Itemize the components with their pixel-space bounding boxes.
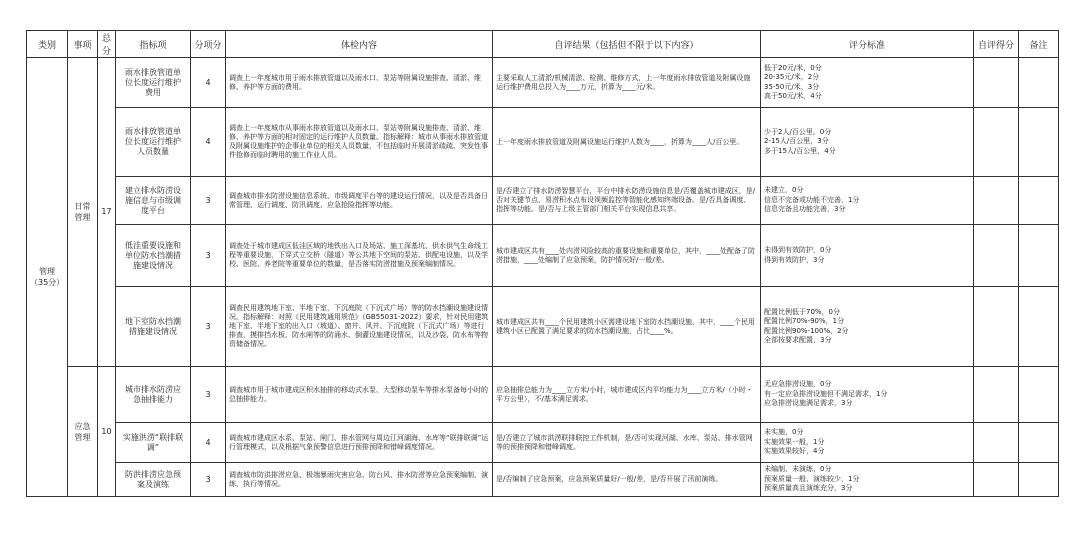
standard-cell <box>761 58 974 108</box>
standard-line: 未实施，0分 <box>764 428 804 437</box>
header-item: 事项 <box>68 31 98 58</box>
group-emergency-cell <box>68 367 98 497</box>
evaluation-table-container <box>26 30 1058 497</box>
group-name-top: 日常 <box>74 202 91 211</box>
sub-score-cell: 3 <box>191 225 226 287</box>
table-row <box>27 58 1059 108</box>
remarks-input[interactable] <box>1019 108 1059 177</box>
remarks-input[interactable] <box>1019 463 1059 497</box>
standard-line: 有一定应急排涝设施但不满足需求，1分 <box>764 389 888 398</box>
table-row <box>27 108 1059 177</box>
indicator-cell: 雨水排放管道单位长度运行维护人员数量 <box>116 108 191 177</box>
group-name-top: 应急 <box>74 421 91 431</box>
sub-score-cell: 3 <box>191 177 226 225</box>
self-score-input[interactable] <box>974 177 1019 225</box>
self-eval-cell: 上一年度雨水排放管道及附属设施运行维护人数为____，折算为____人/百公里。 <box>493 108 761 177</box>
table-row <box>27 463 1059 497</box>
standard-line: 预案质量高且演练充分，3分 <box>764 484 853 493</box>
header-scoring-standard: 评分标准 <box>761 31 974 58</box>
standard-line: 信息不完备或功能不完善，1分 <box>764 195 860 204</box>
header-category: 类别 <box>27 31 68 58</box>
check-content-cell: 调查民用建筑地下室、半地下室，下沉庭院（下沉式广场）等的防水挡潮设施建设情况。指标解释：对照《民用建筑通用规范》（GB55031-2022）要求，针对民用建筑地下室、半地下室的出入口（坡道）、窗井、风井、下沉庭院（下沉式广场）等进行排查，摸排挡水板、防水闸等的防涌水、倒灌设施建设情况，以及沙袋、防水布等物资储备情况。 <box>226 287 493 367</box>
table-row <box>27 177 1059 225</box>
standard-cell <box>761 423 974 463</box>
remarks-input[interactable] <box>1019 225 1059 287</box>
indicator-cell: 低洼重要设施和单位防水挡潮措施建设情况 <box>116 225 191 287</box>
standard-line: 得到有效防护，3分 <box>764 255 825 264</box>
header-total-score: 总分 <box>98 31 116 58</box>
standard-line: 配置比例低于70%，0分 <box>764 307 841 316</box>
standard-line: 未得到有效防护，0分 <box>764 246 832 254</box>
indicator-cell: 地下室防水挡潮措施建设情况 <box>116 287 191 367</box>
standard-line: 应急排涝设施满足需求，3分 <box>764 399 853 408</box>
standard-cell <box>761 287 974 367</box>
standard-cell <box>761 177 974 225</box>
check-content-cell: 调查城市防洪排涝应急、极端暴雨灾害应急、防台风、排水防涝等应急预案编制、演练、执行等情况。 <box>226 463 493 497</box>
header-remarks: 备注 <box>1019 31 1059 58</box>
check-content-cell: 调查城市建成区水系、泵站、闸门、排水管网与周边江河湖海、水库等“联排联调”运行管理模式，以及根据气象预警信息进行预排预降和错峰调度情况。 <box>226 423 493 463</box>
remarks-input[interactable] <box>1019 423 1059 463</box>
standard-line: 少于2人/百公里，0分 <box>764 127 832 136</box>
standard-line: 多于15人/百公里，4分 <box>764 146 836 155</box>
header-self-score: 自评得分 <box>974 31 1019 58</box>
header-sub-score: 分项分 <box>191 31 226 58</box>
table-row <box>27 423 1059 463</box>
indicator-cell: 城市排水防涝应急抽排能力 <box>116 367 191 423</box>
sub-score-cell: 3 <box>191 367 226 423</box>
standard-line: 无应急排涝设施，0分 <box>764 380 832 389</box>
group-emergency-total: 10 <box>98 367 116 497</box>
self-score-input[interactable] <box>974 463 1019 497</box>
standard-line: 预案质量一般、演练较少，1分 <box>764 474 860 483</box>
self-score-input[interactable] <box>974 367 1019 423</box>
sub-score-cell: 4 <box>191 423 226 463</box>
self-eval-cell: 应急抽排总能力为____立方米/小时，城市建成区内平均能力为____立方米/（小时・平方公里），不/基本满足需求。 <box>493 367 761 423</box>
standard-cell <box>761 367 974 423</box>
standard-line: 2-15人/百公里，3分 <box>764 137 829 146</box>
header-check-content: 体检内容 <box>226 31 493 58</box>
group-name-bottom: 管理 <box>74 213 91 222</box>
standard-line: 未建立，0分 <box>764 186 804 195</box>
table-row <box>27 367 1059 423</box>
standard-cell <box>761 108 974 177</box>
group-daily-cell <box>68 58 98 367</box>
self-score-input[interactable] <box>974 423 1019 463</box>
standard-line: 信息完备且功能完善，3分 <box>764 205 846 214</box>
check-content-cell: 调查城市排水防涝设施信息系统、市级调度平台等的建设运行情况，以及是否具备日常管理、运行调度、防汛调度、应急抢险指挥等功能。 <box>226 177 493 225</box>
indicator-cell: 建立排水防涝设施信息与市级调度平台 <box>116 177 191 225</box>
standard-line: 未编制、未演练，0分 <box>764 465 832 474</box>
indicator-cell: 防洪排涝应急预案及演练 <box>116 463 191 497</box>
category-cell <box>27 58 68 497</box>
standard-cell <box>761 463 974 497</box>
check-content-cell: 调查城市用于城市建成区积水抽排的移动式水泵、大型移动泵车等排水泵备每小时的总抽排能力。 <box>226 367 493 423</box>
standard-line: 配置比例70%-90%，1分 <box>764 317 845 325</box>
remarks-input[interactable] <box>1019 177 1059 225</box>
self-eval-cell: 城市建成区共有____处内涝风险较高的重要设施和重要单位，其中，____处配备了防涝措施，____处编制了应急预案，防护情况好/一般/差。 <box>493 225 761 287</box>
self-eval-cell: 是/否建立了排水防涝智慧平台，平台中排水防涝设施信息是/否覆盖城市建成区，是/否对关键节点、易涝积水点布设视频监控等智能化感知终端设备。是/否具备调度、指挥等功能。是/否与上级主管部门相关平台实现信息共享。 <box>493 177 761 225</box>
sub-score-cell: 3 <box>191 463 226 497</box>
self-eval-cell: 主要采取人工清淤/机械清淤、检测、维修方式，上一年度雨水排放管道及附属设施运行维护费用总投入为____万元，折算为____元/米。 <box>493 58 761 108</box>
remarks-input[interactable] <box>1019 58 1059 108</box>
standard-line: 实施效果较好，4分 <box>764 447 825 456</box>
evaluation-table <box>26 30 1059 497</box>
header-row <box>27 31 1059 58</box>
remarks-input[interactable] <box>1019 287 1059 367</box>
self-eval-cell: 城市建成区共有____个民用建筑小区需建设地下室防水挡潮设施，其中，____个民用建筑小区已配置了满足要求的防水挡潮设施，占比____%。 <box>493 287 761 367</box>
category-name: 管理 <box>39 267 55 276</box>
self-score-input[interactable] <box>974 58 1019 108</box>
group-daily-total: 17 <box>98 58 116 367</box>
header-indicator: 指标项 <box>116 31 191 58</box>
self-score-input[interactable] <box>974 225 1019 287</box>
standard-line: 实施效果一般，1分 <box>764 437 825 446</box>
check-content-cell: 调查上一年度城市从事雨水排放管道以及雨水口、泵站等附属设施排查、清淤、维修、养护等方面的相对固定的运行维护人员数量。指标解释：城市从事雨水排放管道及附属设施维护的企事业单位的相关人员数量，不包括临时开展清淤疏疏、突发性事件抢修而临时聘用的施工作业人员。 <box>226 108 493 177</box>
indicator-cell: 雨水排放管道单位长度运行维护费用 <box>116 58 191 108</box>
sub-score-cell: 3 <box>191 287 226 367</box>
standard-line: 配置比例90%-100%，2分 <box>764 326 849 335</box>
sub-score-cell: 4 <box>191 58 226 108</box>
sub-score-cell: 4 <box>191 108 226 177</box>
check-content-cell: 调查处于城市建成区低洼区域的地铁出入口及场站、施工深基坑、供水供气生命线工程等重要设施，下穿式立交桥（隧道）等公共地下空间的泵站、供配电设施，以及学校、医院、养老院等重要单位的数量，是否落实防涝措施及预案编制情况。 <box>226 225 493 287</box>
self-eval-cell: 是/否编制了应急预案，应急预案质量好/一般/差，是/否开展了汛前演练。 <box>493 463 761 497</box>
remarks-input[interactable] <box>1019 367 1059 423</box>
standard-cell <box>761 225 974 287</box>
header-self-evaluation: 自评结果（包括但不限于以下内容） <box>493 31 761 58</box>
self-score-input[interactable] <box>974 287 1019 367</box>
category-score: （35分） <box>30 278 65 287</box>
self-eval-cell: 是/否建立了城市洪涝联排联控工作机制，是/否可实现河湖、水库、泵站、排水管网等的预排预降和错峰调度。 <box>493 423 761 463</box>
standard-line: 低于20元/米，0分 <box>764 63 822 72</box>
standard-line: 20-35元/米，2分 <box>764 73 820 81</box>
standard-line: 高于50元/米，4分 <box>764 92 822 100</box>
group-name-bottom: 管理 <box>74 432 91 442</box>
standard-line: 全部按要求配置，3分 <box>764 336 832 344</box>
table-row <box>27 225 1059 287</box>
standard-line: 35-50元/米，3分 <box>764 82 820 91</box>
check-content-cell: 调查上一年度城市用于雨水排放管道以及雨水口、泵站等附属设施排查、清淤、维修、养护等方面的费用。 <box>226 58 493 108</box>
self-score-input[interactable] <box>974 108 1019 177</box>
table-row <box>27 287 1059 367</box>
indicator-cell: 实施洪涝“联排联调” <box>116 423 191 463</box>
